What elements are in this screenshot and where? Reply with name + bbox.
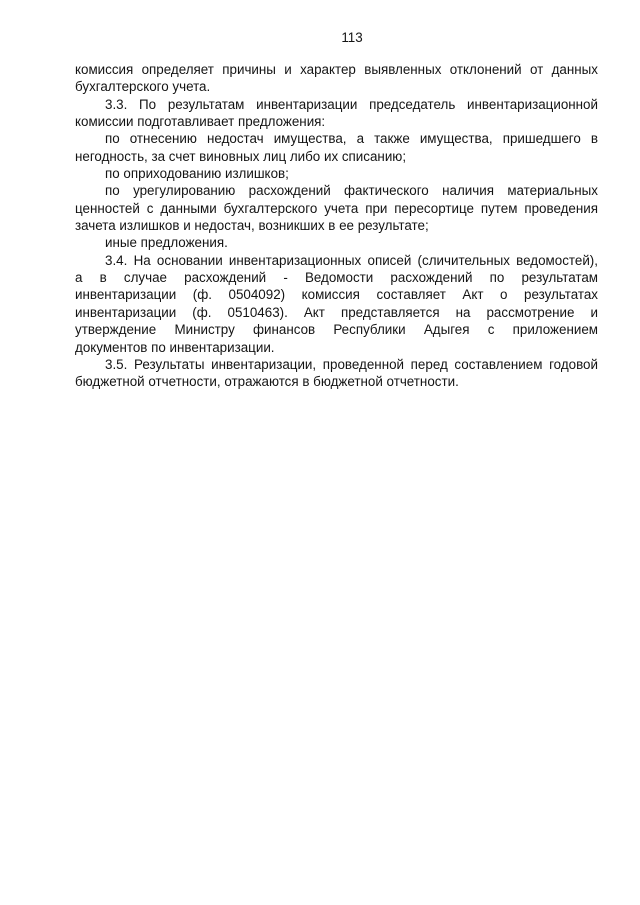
text-line: утверждение Министру финансов Республики Адыгея с приложением [75,322,598,338]
text-line: по отнесению недостач имущества, а также имущества, пришедшего в [105,131,598,147]
paragraph-3-5 [75,356,598,391]
text-line: по оприходованию излишков; [105,166,289,182]
text-line: инвентаризации (ф. 0510463). Акт представляется на рассмотрение и [75,304,598,320]
text-line: 3.5. Результаты инвентаризации, проведенной перед составлением годовой [105,356,598,372]
paragraph-3-4 [75,252,598,356]
paragraph-discrepancy-proposal [75,182,598,234]
paragraph-continuation [75,61,598,96]
text-line: комиссия определяет причины и характер выявленных отклонений от данных [75,62,598,77]
text-line: инвентаризации (ф. 0504092) комиссия составляет Акт о результатах [75,287,598,303]
text-line: ценностей с данными бухгалтерского учета при пересортице путем проведения [75,200,598,216]
text-line: зачета излишков и недостач, возникших в ее результате; [75,218,429,234]
paragraph-other-proposals [75,234,598,251]
text-line: иные предложения. [105,235,228,251]
paragraph-shortages-proposal [75,130,598,165]
text-line: по урегулированию расхождений фактического наличия материальных [105,183,598,199]
text-line: 3.4. На основании инвентаризационных описей (сличительных ведомостей), [105,252,598,268]
text-line: негодность, за счет виновных лиц либо их списанию; [75,148,407,164]
text-line: комиссии подготавливает предложения: [75,114,326,130]
page-number: 113 [341,30,363,45]
text-line: 3.3. По результатам инвентаризации председатель инвентаризационной [105,96,598,112]
document-body [75,61,598,391]
text-line: бухгалтерского учета. [75,79,211,95]
paragraph-3-3 [75,96,598,131]
paragraph-surplus-proposal [75,165,598,182]
text-line: бюджетной отчетности, отражаются в бюджетной отчетности. [75,374,459,390]
text-line: документов по инвентаризации. [75,339,275,355]
text-line: а в случае расхождений - Ведомости расхождений по результатам [75,270,598,286]
